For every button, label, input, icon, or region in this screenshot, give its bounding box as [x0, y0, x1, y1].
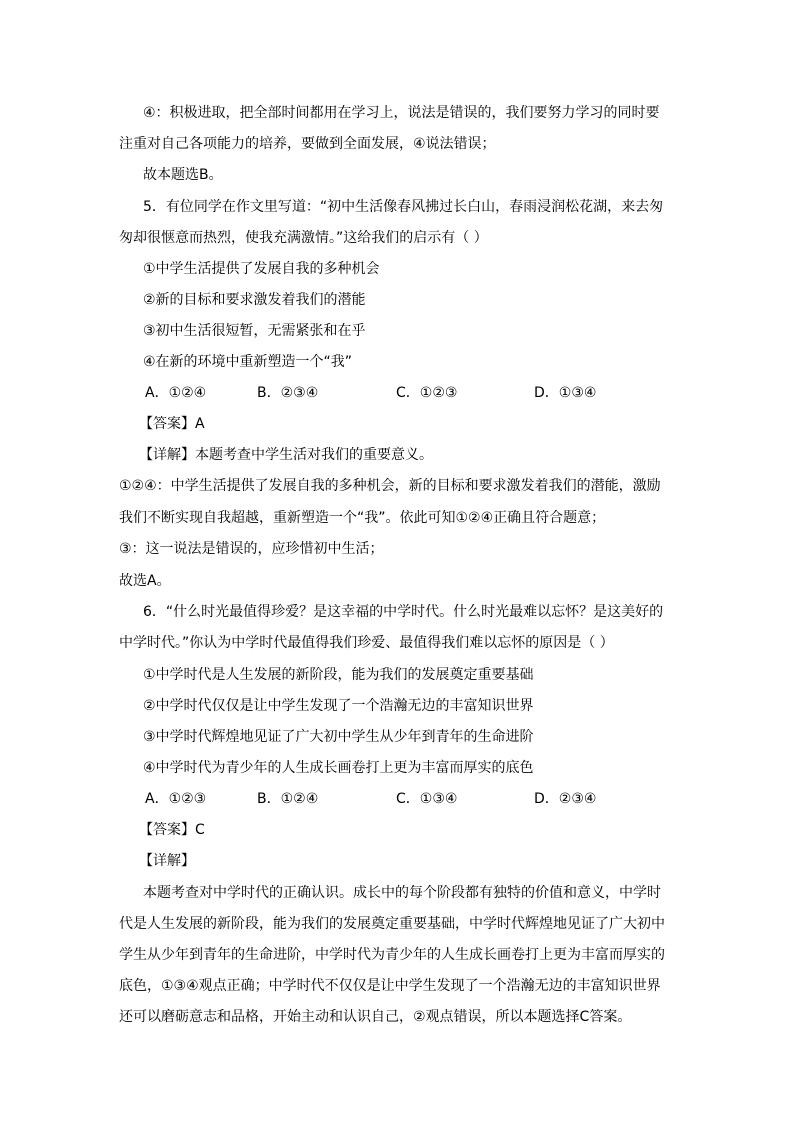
- q4-explanation-line: 注重对自己各项能力的培养，要做到全面发展，④说法错误；: [119, 136, 496, 152]
- q6-stem: 中学时代。”你认为中学时代最值得我们珍爱、最值得我们难以忘怀的原因是（ ）: [119, 635, 614, 651]
- q4-conclusion: 故本题选B。: [143, 167, 223, 183]
- q5-item: ④在新的环境中重新塑造一个“我”: [143, 354, 353, 370]
- q6-detail-line: 本题考查对中学时代的正确认识。成长中的每个阶段都有独特的价值和意义，中学时: [143, 885, 661, 901]
- q5-detail-line: 我们不断实现自我超越，重新塑造一个“我”。依此可知①②④正确且符合题意；: [119, 510, 606, 526]
- q6-stem: 6．“什么时光最值得珍爱？是这幸福的中学时代。什么时光最难以忘怀？是这美好的: [143, 604, 664, 620]
- q6-option-b: B．①②④: [257, 791, 319, 807]
- q6-detail-line: 学生从少年到青年的生命进阶，中学时代为青少年的人生成长画卷打上更为丰富而厚实的: [119, 947, 665, 963]
- q6-answer: 【答案】C: [139, 822, 205, 838]
- q4-explanation-line: ④：积极进取，把全部时间都用在学习上，说法是错误的，我们要努力学习的同时要: [143, 105, 660, 121]
- q5-item: ③初中生活很短暂，无需紧张和在乎: [143, 323, 366, 339]
- q5-item: ②新的目标和要求激发着我们的潜能: [143, 292, 366, 308]
- q6-detail-heading: 【详解】: [139, 853, 195, 869]
- q5-option-a: A．①②④: [145, 385, 207, 401]
- q5-answer: 【答案】A: [139, 416, 205, 432]
- q6-item: ③中学时代辉煌地见证了广大初中学生从少年到青年的生命进阶: [143, 729, 534, 745]
- q6-detail-line: 代是人生发展的新阶段，能为我们的发展奠定重要基础，中学时代辉煌地见证了广大初中: [119, 916, 665, 932]
- q5-stem: 匆却很惬意而热烈，使我充满激情。”这给我们的启示有（ ）: [119, 230, 488, 246]
- q6-detail-line: 还可以磨砺意志和品格，开始主动和认识自己，②观点错误，所以本题选择C答案。: [119, 1009, 632, 1025]
- q5-detail-heading: 【详解】本题考查中学生活对我们的重要意义。: [139, 447, 433, 463]
- q6-option-d: D．②③④: [534, 791, 597, 807]
- q5-option-c: C．①②③: [396, 385, 458, 401]
- q5-option-d: D．①③④: [534, 385, 597, 401]
- q6-detail-line: 底色，①③④观点正确；中学时代不仅仅是让中学生发现了一个浩瀚无边的丰富知识世界: [119, 978, 661, 994]
- q5-detail-line: 故选A。: [119, 573, 171, 589]
- q6-item: ①中学时代是人生发展的新阶段，能为我们的发展奠定重要基础: [143, 667, 534, 683]
- q6-item: ④中学时代为青少年的人生成长画卷打上更为丰富而厚实的底色: [143, 760, 534, 776]
- q6-option-a: A．①②③: [145, 791, 207, 807]
- q5-item: ①中学生活提供了发展自我的多种机会: [143, 261, 380, 277]
- q5-detail-line: ③：这一说法是错误的，应珍惜初中生活；: [119, 541, 384, 557]
- q6-item: ②中学时代仅仅是让中学生发现了一个浩瀚无边的丰富知识世界: [143, 698, 534, 714]
- q6-option-c: C．①③④: [396, 791, 458, 807]
- q5-stem: 5．有位同学在作文里写道：“初中生活像春风拂过长白山，春雨浸润松花湖，来去匆: [143, 199, 664, 215]
- q5-option-b: B．②③④: [257, 385, 319, 401]
- q5-detail-line: ①②④：中学生活提供了发展自我的多种机会，新的目标和要求激发着我们的潜能，激励: [119, 478, 661, 494]
